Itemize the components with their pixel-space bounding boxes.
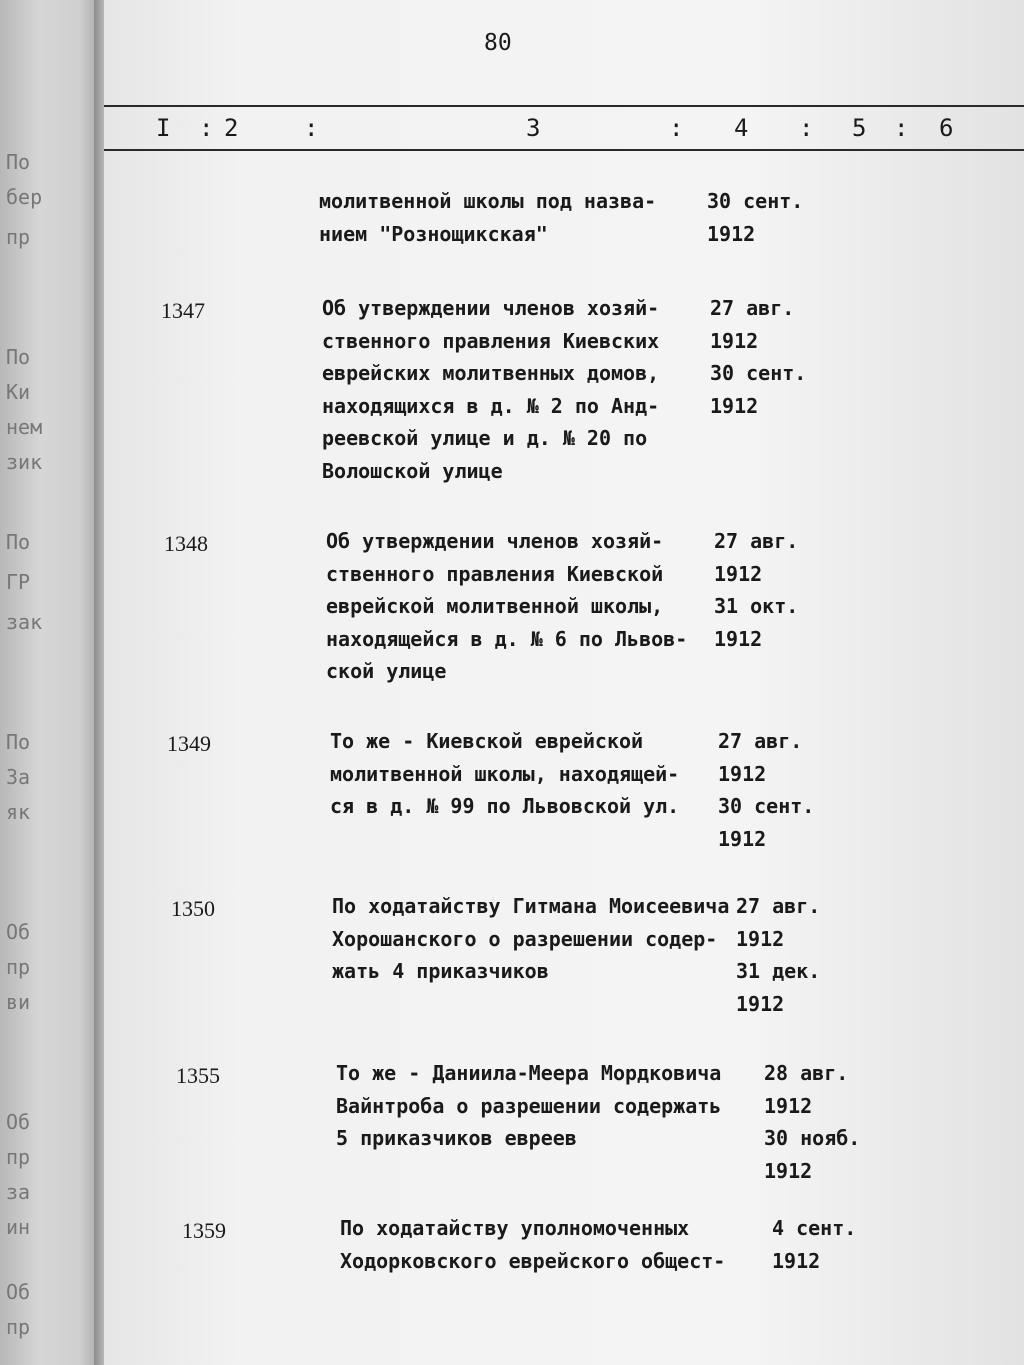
entry-dates: 27 авг. 1912 31 дек. 1912 [736,894,821,1016]
entry-dates: 27 авг. 1912 30 сент. 1912 [718,729,815,851]
column-separator: : [894,114,909,142]
entry-dates: 27 авг. 1912 30 сент. 1912 [710,296,807,418]
left-page-fragment: ГР [6,570,31,594]
left-page-fragment: По [6,345,31,369]
left-page-fragment: ин [6,1215,31,1239]
left-page-fragment: як [6,800,31,824]
entry-dates: 4 сент. 1912 [772,1216,857,1273]
left-facing-page [0,0,100,1365]
page-number: 80 [484,30,512,56]
left-page-fragment: За [6,765,31,789]
column-header-5: 5 [852,114,867,142]
entry-dates: 30 сент. 1912 [707,189,804,246]
column-separator: : [199,114,214,142]
left-page-fragment: зак [6,610,43,634]
entry-number: 1349 [167,731,211,756]
entry-title: То же - Даниила-Меера Мордковича Вайнтроба о разрешении содержать 5 приказчиков евреев [336,1061,722,1150]
entry-number: 1359 [182,1218,226,1243]
left-page-fragment: пр [6,1145,31,1169]
left-page-fragment: пр [6,225,31,249]
entry-title: Об утверждении членов хозяй- ственного правления Киевской еврейской молитвенной школы, находящейся в д. № 6 по Львов- ской улице [326,529,688,683]
entry-number: 1348 [164,531,208,556]
left-page-fragment: Об [6,1280,31,1304]
entry-dates: 27 авг. 1912 31 окт. 1912 [714,529,799,651]
entry-title: Об утверждении членов хозяй- ственного правления Киевских еврейских молитвенных домов, находящихся в д. № 2 по Анд- реевской улице и д. № 20 по Волошской улице [322,296,660,483]
left-page-fragment: бер [6,185,43,209]
left-page-fragment: пр [6,1315,31,1339]
column-header-6: 6 [939,114,954,142]
left-page-fragment: за [6,1180,31,1204]
left-page-fragment: пр [6,955,31,979]
entry-number: 1355 [176,1063,220,1088]
header-rule-bottom [104,149,1024,151]
entry-dates: 28 авг. 1912 30 нояб. 1912 [764,1061,861,1183]
column-separator: : [669,114,684,142]
column-header-3: 3 [526,114,541,142]
left-page-fragment: Об [6,1110,31,1134]
document-page [104,0,1024,1365]
header-rule-top [104,105,1024,107]
entry-title: По ходатайству уполномоченных Ходорковского еврейского общест- [340,1216,726,1273]
entry-number: 1350 [171,896,215,921]
entry-number: 1347 [161,298,205,323]
left-page-fragment: Об [6,920,31,944]
left-page-fragment: По [6,530,31,554]
left-page-fragment: Ки [6,380,31,404]
left-page-fragment: ви [6,990,31,1014]
column-header-2: 2 [224,114,239,142]
column-separator: : [304,114,319,142]
column-separator: : [799,114,814,142]
column-header-1: I [156,114,171,142]
left-page-fragment: По [6,730,31,754]
left-page-fragment: По [6,150,31,174]
entry-title: По ходатайству Гитмана Моисеевича Хорошанского о разрешении содер- жать 4 приказчиков [332,894,730,983]
entry-title: То же - Киевской еврейской молитвенной школы, находящей- ся в д. № 99 по Львовской ул. [330,729,680,818]
left-page-fragment: нем [6,415,43,439]
column-header-4: 4 [734,114,749,142]
left-page-fragment: зик [6,450,43,474]
entry-title: молитвенной школы под назва- нием "Рознощикская" [319,189,657,246]
